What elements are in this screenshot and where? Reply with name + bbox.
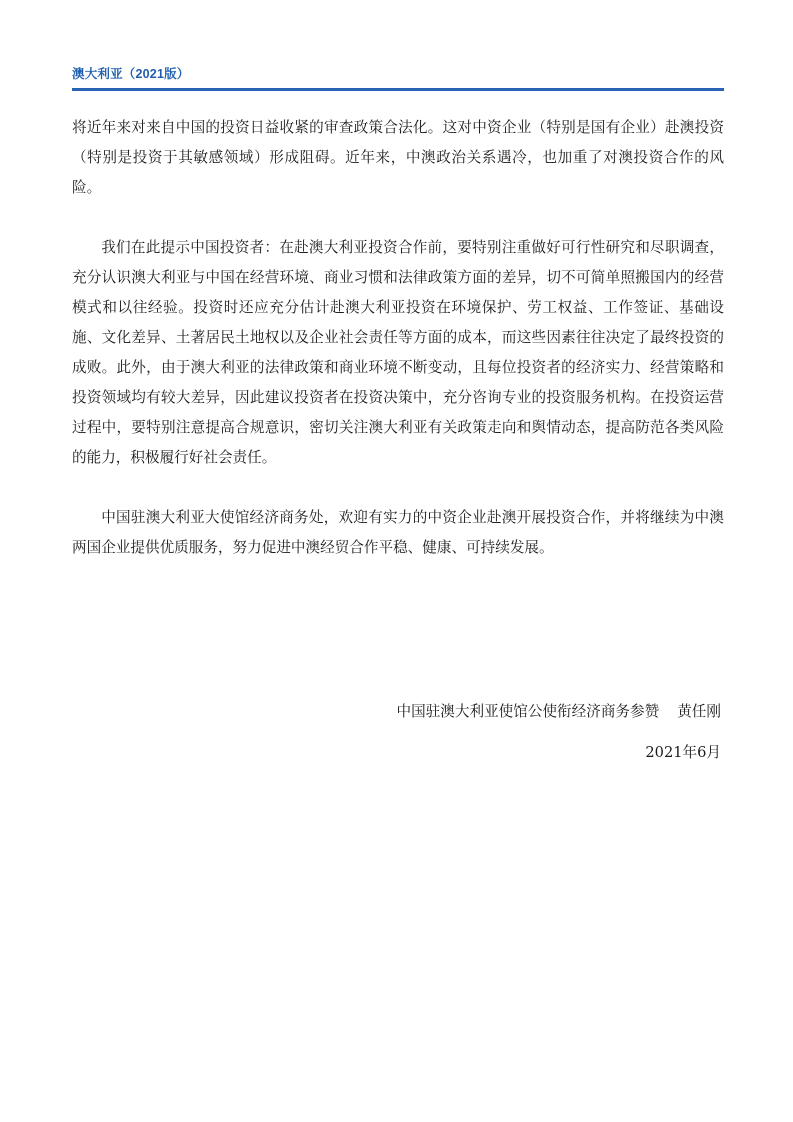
page-header [72,64,724,91]
signature-title: 中国驻澳大利亚使馆公使衔经济商务参赞 [396,703,660,720]
signature-line [397,697,722,727]
signature-name: 黄任刚 [677,703,721,720]
paragraph-3: 中国驻澳大利亚大使馆经济商务处，欢迎有实力的中资企业赴澳开展投资合作，并将继续为中澳两国企业提供优质服务，努力促进中澳经贸合作平稳、健康、可持续发展。 [72,509,724,556]
paragraph-1: 将近年来对来自中国的投资日益收紧的审查政策合法化。这对中资企业（特别是国有企业）赴澳投资（特别是投资于其敏感领域）形成阻碍。近年来，中澳政治关系遇冷，也加重了对澳投资合作的风险。 [72,119,724,196]
header-rule [72,88,724,91]
paragraph-2: 我们在此提示中国投资者：在赴澳大利亚投资合作前，要特别注重做好可行性研究和尽职调查，充分认识澳大利亚与中国在经营环境、商业习惯和法律政策方面的差异，切不可简单照搬国内的经营模式和以往经验。投资时还应充分估计赴澳大利亚投资在环境保护、劳工权益、工作签证、基础设施、文化差异、土著居民土地权以及企业社会责任等方面的成本，而这些因素往往决定了最终投资的成败。此外，由于澳大利亚的法律政策和商业环境不断变动，且每位投资者的经济实力、经营策略和投资领域均有较大差异，因此建议投资者在投资决策中，充分咨询专业的投资服务机构。在投资运营过程中，要特别注意提高合规意识，密切关注澳大利亚有关政策走向和舆情动态，提高防范各类风险的能力，积极履行好社会责任。 [72,239,724,466]
header-title: 澳大利亚（2021版） [72,67,190,81]
signature-date: 2021年6月 [645,744,721,761]
document-body [72,113,724,563]
